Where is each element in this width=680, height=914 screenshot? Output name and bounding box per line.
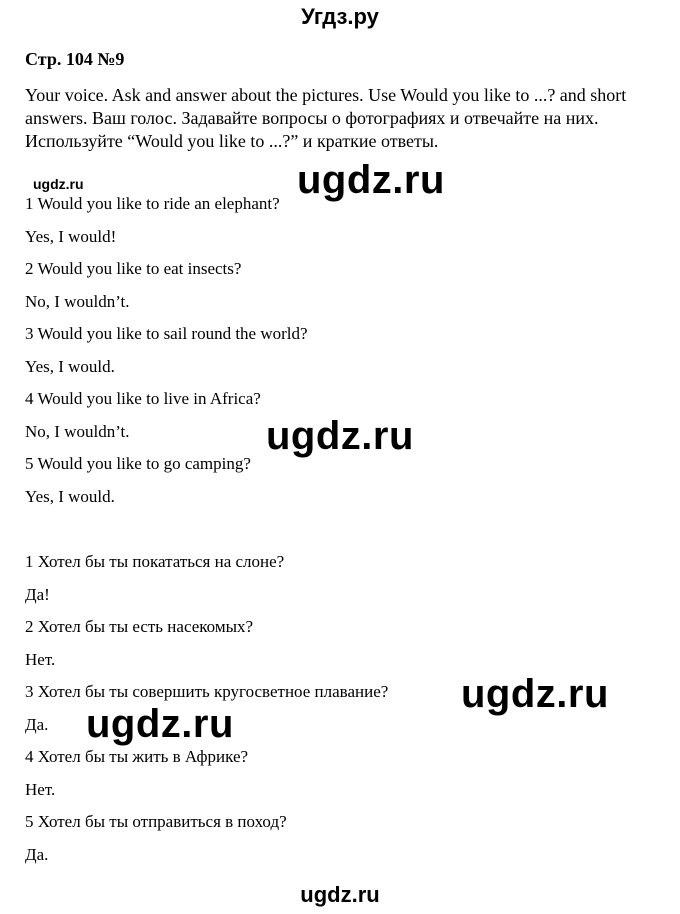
russian-answer-4: Нет.: [25, 780, 56, 799]
watermark: ugdz.ru: [297, 158, 445, 202]
english-question-1: 1 Would you like to ride an elephant?: [25, 194, 280, 213]
english-answer-5: Yes, I would.: [25, 487, 115, 506]
english-question-5: 5 Would you like to go camping?: [25, 454, 251, 473]
watermark: ugdz.ru: [461, 672, 609, 716]
russian-question-3: 3 Хотел бы ты совершить кругосветное плавание?: [25, 682, 389, 701]
russian-answer-5: Да.: [25, 845, 49, 864]
small-watermark: ugdz.ru: [33, 176, 84, 192]
english-question-4: 4 Would you like to live in Africa?: [25, 389, 261, 408]
russian-question-1: 1 Хотел бы ты покататься на слоне?: [25, 552, 285, 571]
english-question-3: 3 Would you like to sail round the world?: [25, 324, 308, 343]
russian-question-2: 2 Хотел бы ты есть насекомых?: [25, 617, 254, 636]
russian-question-5: 5 Хотел бы ты отправиться в поход?: [25, 812, 287, 831]
russian-answer-1: Да!: [25, 585, 50, 604]
english-answer-4: No, I wouldn’t.: [25, 422, 130, 441]
watermark: ugdz.ru: [266, 414, 414, 458]
watermark: ugdz.ru: [86, 702, 234, 746]
english-answer-3: Yes, I would.: [25, 357, 115, 376]
english-answer-1: Yes, I would!: [25, 227, 117, 246]
russian-question-4: 4 Хотел бы ты жить в Африке?: [25, 747, 249, 766]
site-footer: ugdz.ru: [300, 882, 380, 907]
russian-answer-3: Да.: [25, 715, 49, 734]
english-question-2: 2 Would you like to eat insects?: [25, 259, 242, 278]
site-header: Угдз.ру: [301, 4, 379, 29]
russian-answer-2: Нет.: [25, 650, 56, 669]
task-instructions: Your voice. Ask and answer about the pictures. Use Would you like to ...? and short answers. Ваш голос. Задавайте вопросы о фотографиях и отвечайте на них. Используйте “Would you like to ...?” и краткие ответы.: [25, 85, 627, 151]
page-title: Стр. 104 №9: [25, 49, 125, 69]
english-answer-2: No, I wouldn’t.: [25, 292, 130, 311]
